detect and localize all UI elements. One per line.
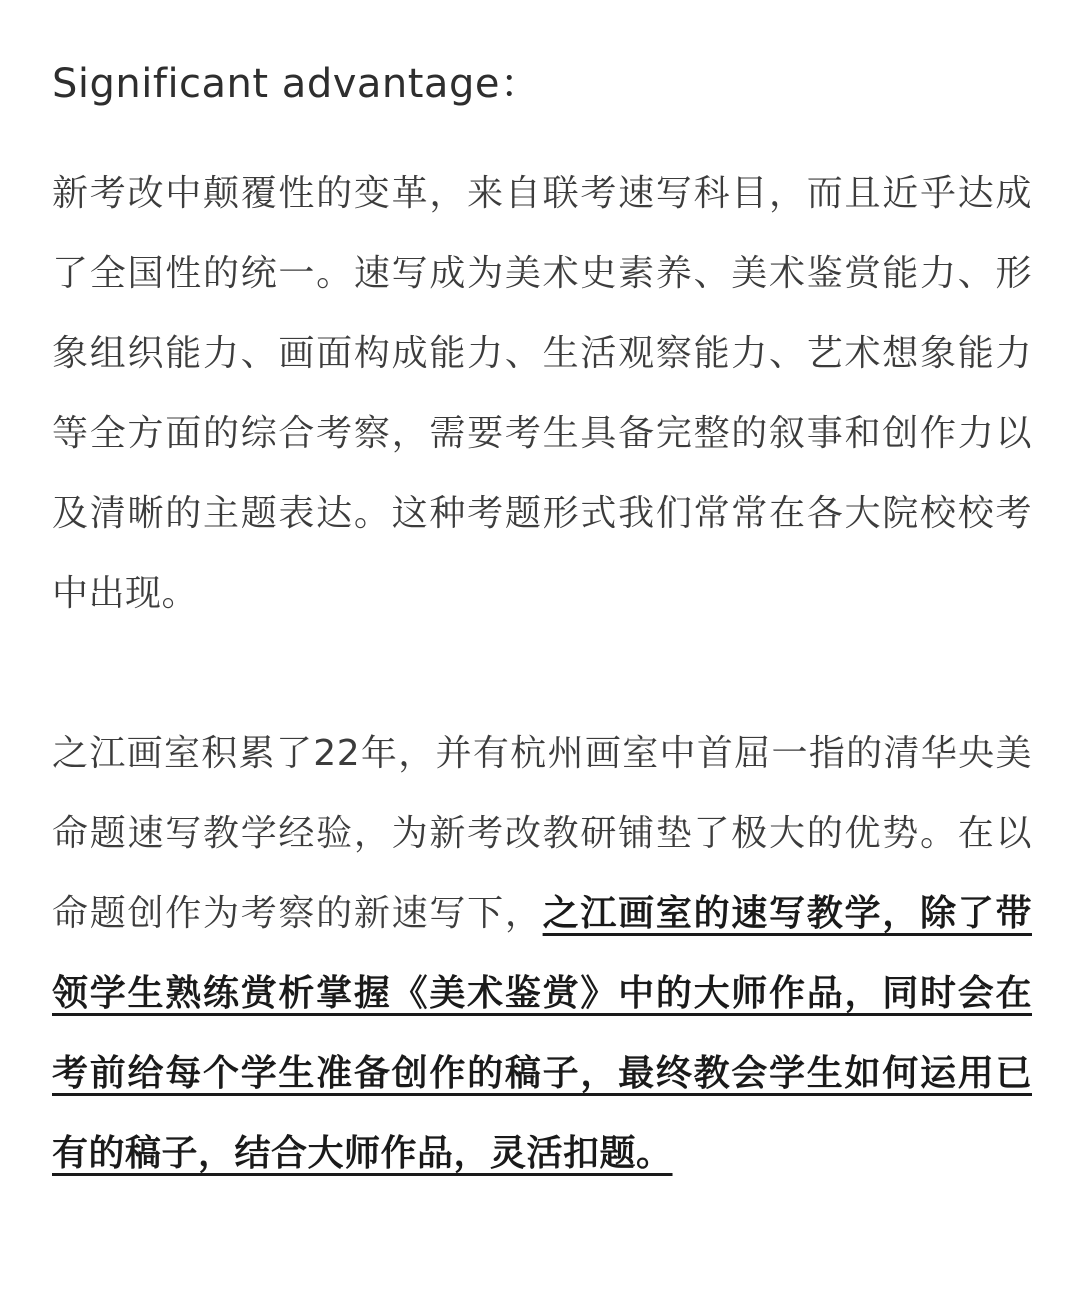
paragraph-exam-reform: 新考改中颠覆性的变革，来自联考速写科目，而且近乎达成了全国性的统一。速写成为美术史素养、美术鉴赏能力、形象组织能力、画面构成能力、生活观察能力、艺术想象能力等全方面的综合考察，需要考生具备完整的叙事和创作力以及清晰的主题表达。这种考题形式我们常常在各大院校校考中出现。 <box>52 173 1032 614</box>
emphasized-text: 之江画室的速写教学，除了带领学生熟练赏析掌握《美术鉴赏》中的大师作品，同时会在考前给每个学生准备创作的稿子，最终教会学生如何运用已有的稿子，结合大师作品，灵活扣题。 <box>52 893 1032 1174</box>
paragraph-plain-text: 之江画室积累了22年，并有杭州画室中首屈一指的清华央美命题速写教学经验，为新考改教研铺垫了极大的优势。在以命题创作为考察的新速写下， <box>52 733 1032 934</box>
article <box>52 54 1032 1194</box>
section-heading: Significant advantage： <box>52 61 541 107</box>
paragraph-studio-advantage <box>52 714 1032 1194</box>
